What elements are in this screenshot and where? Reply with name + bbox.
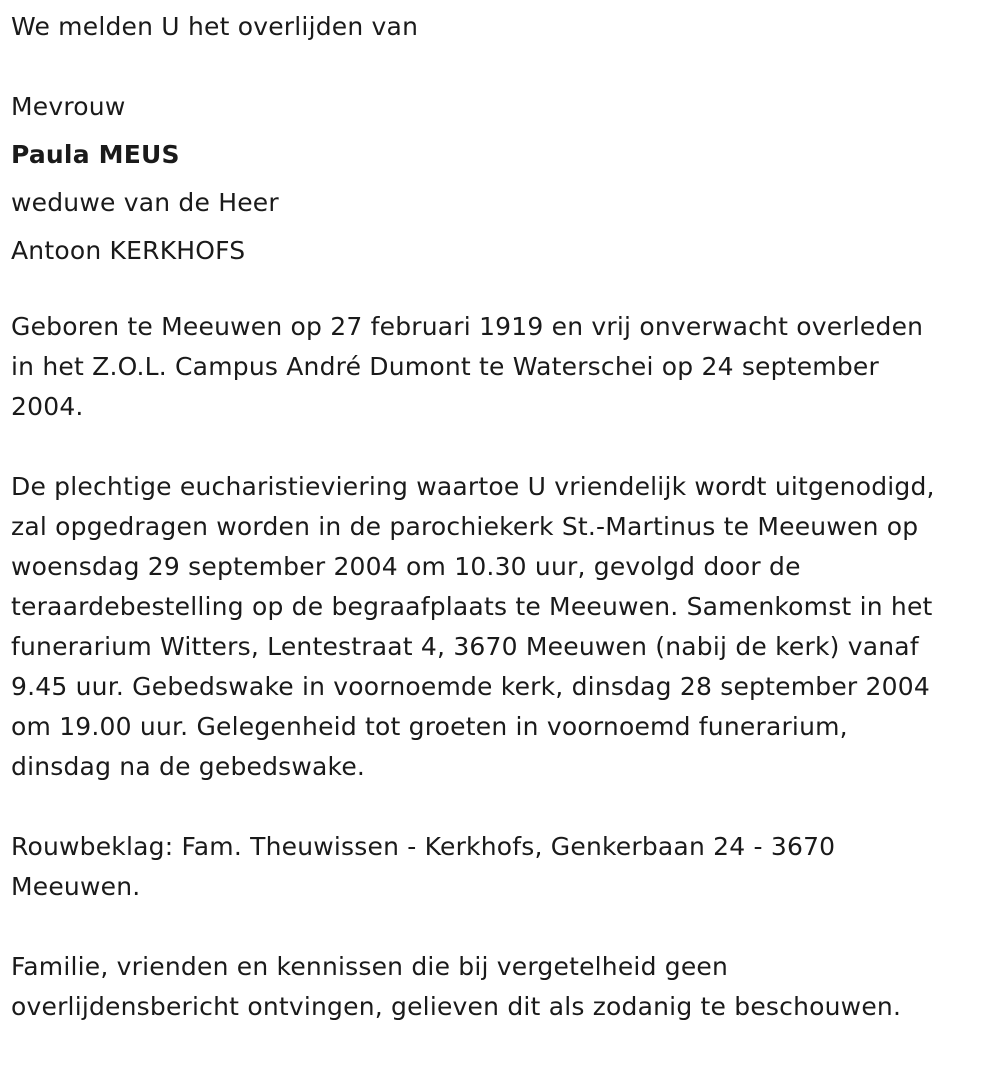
deceased-name: Paula MEUS: [11, 140, 180, 169]
paragraph-line: om 19.00 uur. Gelegenheid tot groeten in voornoemd funerarium,: [11, 712, 848, 741]
paragraph-line: 2004.: [11, 392, 84, 421]
paragraph-line: zal opgedragen worden in de parochiekerk St.-Martinus te Meeuwen op: [11, 512, 919, 541]
intro-section: [11, 7, 993, 47]
paragraph-line: Geboren te Meeuwen op 27 februari 1919 en vrij onverwacht overleden: [11, 312, 924, 341]
title-prefix: Mevrouw: [11, 92, 126, 121]
ceremony-paragraph: [11, 467, 993, 787]
paragraph-line: 9.45 uur. Gebedswake in voornoemde kerk, dinsdag 28 september 2004: [11, 672, 930, 701]
paragraph-line: funerarium Witters, Lentestraat 4, 3670 Meeuwen (nabij de kerk) vanaf: [11, 632, 919, 661]
deceased-name-block: [11, 83, 993, 275]
birth-death-paragraph: [11, 307, 993, 427]
paragraph-line: Rouwbeklag: Fam. Theuwissen - Kerkhofs, Genkerbaan 24 - 3670: [11, 832, 836, 861]
paragraph-line: De plechtige eucharistieviering waartoe U vriendelijk wordt uitgenodigd,: [11, 472, 935, 501]
paragraph-line: Meeuwen.: [11, 872, 141, 901]
paragraph-line: Familie, vrienden en kennissen die bij vergetelheid geen: [11, 952, 729, 981]
obituary-notice: [11, 7, 993, 1067]
spouse-name: Antoon KERKHOFS: [11, 236, 246, 265]
widow-of-label: weduwe van de Heer: [11, 188, 279, 217]
paragraph-line: teraardebestelling op de begraafplaats te Meeuwen. Samenkomst in het: [11, 592, 933, 621]
closing-paragraph: [11, 947, 993, 1027]
paragraph-line: overlijdensbericht ontvingen, gelieven dit als zodanig te beschouwen.: [11, 992, 902, 1021]
intro-text: We melden U het overlijden van: [11, 12, 419, 41]
mourning-address-paragraph: [11, 827, 993, 907]
paragraph-line: dinsdag na de gebedswake.: [11, 752, 366, 781]
paragraph-line: woensdag 29 september 2004 om 10.30 uur, gevolgd door de: [11, 552, 801, 581]
paragraph-line: in het Z.O.L. Campus André Dumont te Waterschei op 24 september: [11, 352, 879, 381]
